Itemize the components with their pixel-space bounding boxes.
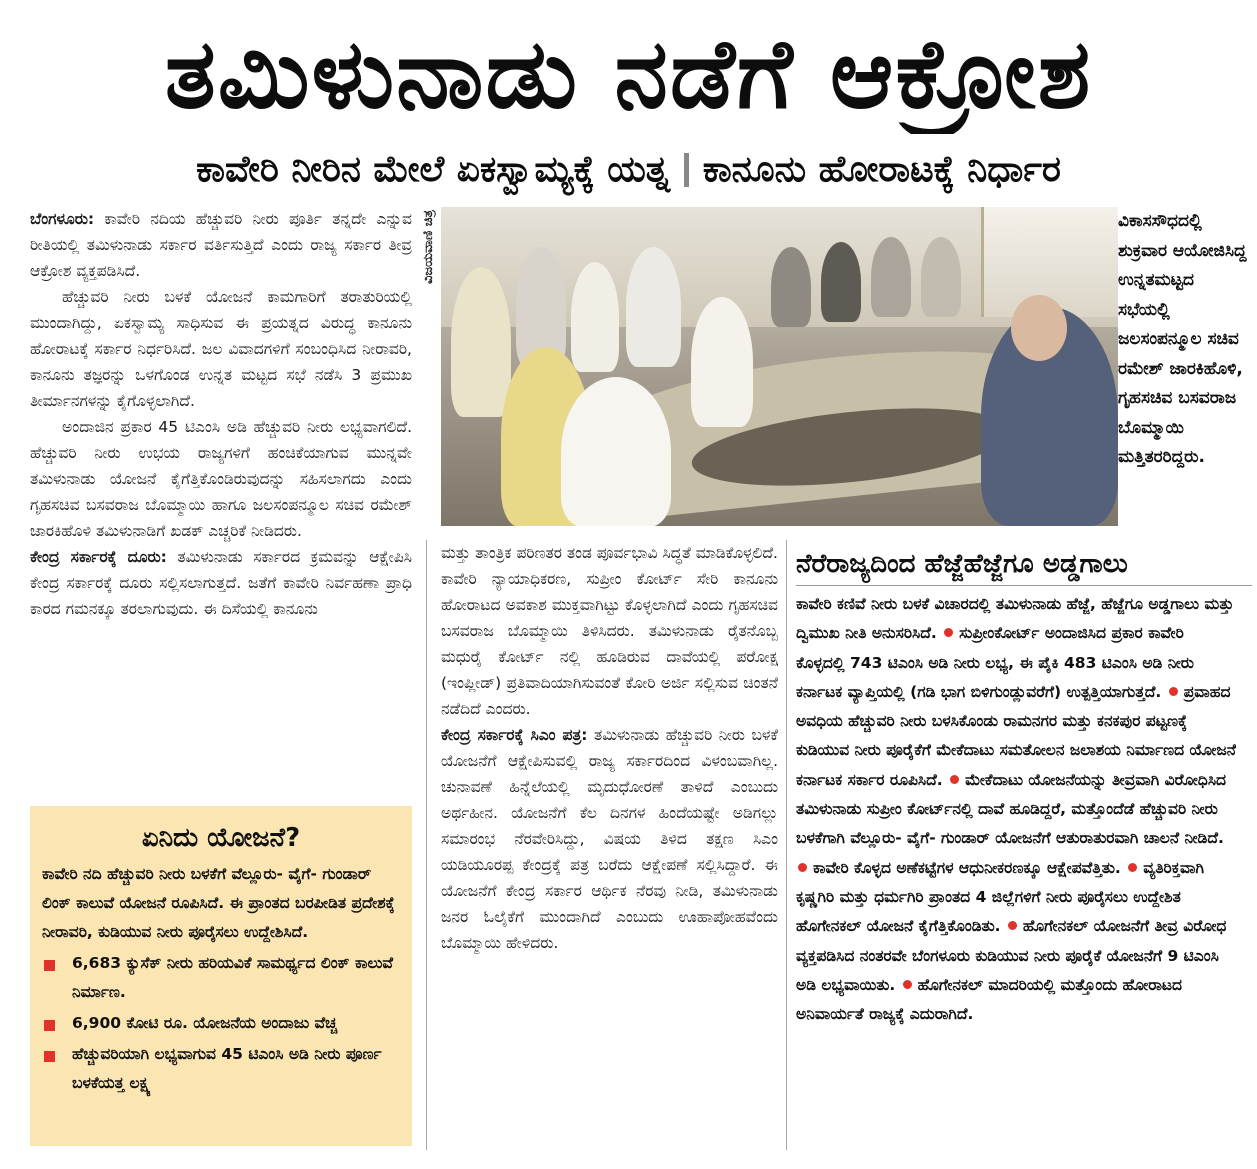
subheadline-right: ಕಾನೂನು ಹೋರಾಟಕ್ಕೆ ನಿರ್ಧಾರ bbox=[702, 149, 1061, 190]
photo-person bbox=[921, 237, 961, 317]
infobox-list bbox=[30, 949, 412, 1098]
bullet-dot-icon bbox=[1008, 921, 1017, 930]
subhead-cm-letter: ಕೇಂದ್ರ ಸರ್ಕಾರಕ್ಕೆ ಸಿಎಂ ಪತ್ರ: bbox=[441, 726, 588, 744]
photo-person bbox=[561, 377, 671, 526]
infobox-item bbox=[42, 949, 402, 1007]
paragraph-1 bbox=[30, 206, 412, 284]
bullet-square-icon bbox=[44, 960, 55, 971]
photo-person bbox=[691, 297, 753, 427]
paragraph-1-text: ಕಾವೇರಿ ನದಿಯ ಹೆಚ್ಚುವರಿ ನೀರು ಪೂರ್ತಿ ತನ್ನದೇ ಎನ್ನುವ ರೀತಿಯಲ್ಲಿ ತಮಿಳುನಾಡು ಸರ್ಕಾರ ವರ್ತಿಸುತ್ತಿದೆ ಎಂದು ರಾಜ್ಯ ಸರ್ಕಾರ ತೀವ್ರ ಆಕ್ರೋಶ ವ್ಯಕ್ತಪಡಿಸಿದೆ. bbox=[30, 210, 412, 280]
sidebar-point: ಪ್ರವಾಹದ ಅವಧಿಯ ಹೆಚ್ಚುವರಿ ನೀರು ಬಳಸಿಕೊಂಡು ರಾಮನಗರ ಮತ್ತು ಕನಕಪುರ ಪಟ್ಟಣಕ್ಕೆ ಕುಡಿಯುವ ನೀರು ಪೂರೈಕೆಗೆ ಮೇಕೆದಾಟು ಸಮತೋಲನ ಜಲಾಶಯ ನಿರ್ಮಾಣದ ಯೋಜನೆ ಕರ್ನಾಟಕ ಸರ್ಕಾರ ರೂಪಿಸಿದೆ. bbox=[796, 682, 1236, 789]
paragraph-4 bbox=[30, 544, 412, 622]
sidebar-body bbox=[796, 590, 1236, 1150]
paragraph-6 bbox=[441, 722, 778, 956]
dateline: ಬೆಂಗಳೂರು: bbox=[30, 210, 95, 228]
photo-person bbox=[451, 267, 511, 417]
sidebar-point: ಕಾವೇರಿ ಕೊಳ್ಳದ ಅಣೆಕಟ್ಟೆಗಳ ಆಧುನೀಕರಣಕ್ಕೂ ಆಕ್ಷೇಪವೆತ್ತಿತು. bbox=[813, 858, 1121, 877]
infobox-title: ಏನಿದು ಯೋಜನೆ? bbox=[141, 823, 301, 853]
subheadline-separator bbox=[684, 153, 689, 187]
sidebar-intro: ಕಾವೇರಿ ಕಣಿವೆ ನೀರು ಬಳಕೆ ವಿಚಾರದಲ್ಲಿ ತಮಿಳುನಾಡು ಹೆಜ್ಜೆ, ಹೆಜ್ಜೆಗೂ ಅಡ್ಡಗಾಲು ಮತ್ತು ದ್ವಿಮುಖ ನೀತಿ ಅನುಸರಿಸಿದೆ. bbox=[796, 595, 1234, 643]
bullet-square-icon bbox=[44, 1051, 55, 1062]
subheadline-left: ಕಾವೇರಿ ನೀರಿನ ಮೇಲೆ ಏಕಸ್ವಾಮ್ಯಕ್ಕೆ ಯತ್ನ bbox=[196, 149, 670, 190]
photo-person bbox=[626, 247, 681, 367]
sidebar-point: ವ್ಯತಿರಿಕ್ತವಾಗಿ ಕೃಷ್ಣಗಿರಿ ಮತ್ತು ಧರ್ಮಗಿರಿ ಪ್ರಾಂತದ 4 ಜಿಲ್ಲೆಗಳಿಗೆ ನೀರು ಪೂರೈಸಲು ಉದ್ದೇಶಿತ ಹೊಗೇನಕಲ್ ಯೋಜನೆ ಕೈಗೆತ್ತಿಕೊಂಡಿತು. bbox=[796, 858, 1204, 936]
bullet-dot-icon bbox=[1169, 687, 1178, 696]
photo-credit: ವಿಜಯವಾಣಿ ಚಿತ್ರ bbox=[421, 210, 436, 284]
paragraph-4-text: ತಮಿಳುನಾಡು ಸರ್ಕಾರದ ಕ್ರಮವನ್ನು ಆಕ್ಷೇಪಿಸಿ ಕೇಂದ್ರ ಸರ್ಕಾರಕ್ಕೆ ದೂರು ಸಲ್ಲಿಸಲಾಗುತ್ತದೆ. ಜತೆಗೆ ಕಾವೇರಿ ನಿರ್ವಹಣಾ ಪ್ರಾಧಿ ಕಾರದ ಗಮನಕ್ಕೂ ತರಲಾಗುವುದು. ಈ ದಿಸೆಯಲ್ಲಿ ಕಾನೂನು bbox=[30, 548, 412, 618]
infobox-item bbox=[42, 1009, 402, 1038]
bullet-dot-icon bbox=[903, 980, 912, 989]
column-divider bbox=[786, 540, 787, 1150]
sidebar-point: ಹೊಗೇನಕಲ್ ಮಾದರಿಯಲ್ಲಿ ಮತ್ತೊಂದು ಹೋರಾಟದ ಅನಿವಾರ್ಯತೆ ರಾಜ್ಯಕ್ಕೆ ಎದುರಾಗಿದೆ. bbox=[796, 975, 1183, 1024]
sidebar-point: ಮೇಕೆದಾಟು ಯೋಜನೆಯನ್ನು ತೀವ್ರವಾಗಿ ವಿರೋಧಿಸಿದ ತಮಿಳುನಾಡು ಸುಪ್ರೀಂ ಕೋರ್ಟ್‌ನಲ್ಲಿ ದಾವೆ ಹೂಡಿದ್ದರೆ, ಮತ್ತೊಂದೆಡೆ ಹೆಚ್ಚುವರಿ ನೀರು ಬಳಕೆಗಾಗಿ ವೆಲ್ಲೂರು- ವೈಗೆ- ಗುಂಡಾರ್ ಯೋಜನೆಗೆ ಆತುರಾತುರವಾಗಿ ಚಾಲನೆ ನೀಡಿದೆ. bbox=[796, 770, 1227, 848]
article-column-1 bbox=[30, 206, 412, 802]
photo-caption: ವಿಕಾಸಸೌಧದಲ್ಲಿ ಶುಕ್ರವಾರ ಆಯೋಜಿಸಿದ್ದ ಉನ್ನತಮಟ್ಟದ ಸಭೆಯಲ್ಲಿ ಜಲಸಂಪನ್ಮೂಲ ಸಚಿವ ರಮೇಶ್ ಜಾರಕಿಹೊಳಿ, ಗೃಹಸಚಿವ ಬಸವರಾಜ ಬೊಮ್ಮಾಯಿ ಮತ್ತಿತರರಿದ್ದರು. bbox=[1118, 211, 1247, 467]
article-column-2 bbox=[441, 540, 778, 1152]
infobox-item-text: ಹೆಚ್ಚುವರಿಯಾಗಿ ಲಭ್ಯವಾಗುವ 45 ಟಿಎಂಸಿ ಅಡಿ ನೀರು ಪೂರ್ಣ ಬಳಕೆಯತ್ತ ಲಕ್ಷ್ಯ bbox=[72, 1045, 382, 1092]
photo-person bbox=[771, 247, 811, 327]
paragraph-6-text: ತಮಿಳುನಾಡು ಹೆಚ್ಚುವರಿ ನೀರು ಬಳಕೆ ಯೋಜನೆಗೆ ಆಕ್ಷೇಪಿಸುವಲ್ಲಿ ರಾಜ್ಯ ಸರ್ಕಾರದಿಂದ ವಿಳಂಬವಾಗಿಲ್ಲ. ಚುನಾವಣೆ ಹಿನ್ನೆಲೆಯಲ್ಲಿ ಮೃದುಧೋರಣೆ ತಾಳಿದೆ ಎಂಬುದು ಅರ್ಥಹೀನ. ಯೋಜನೆಗೆ ಕೆಲ ದಿನಗಳ ಹಿಂದೆಯಷ್ಟೇ ಅಡಿಗಲ್ಲು ಸಮಾರಂಭ ನೆರವೇರಿಸಿದ್ದು, ವಿಷಯ ತಿಳಿದ ತಕ್ಷಣ ಸಿಎಂ ಯಡಿಯೂರಪ್ಪ ಕೇಂದ್ರಕ್ಕೆ ಪತ್ರ ಬರೆದು ಆಕ್ಷೇಪಣೆ ಸಲ್ಲಿಸಿದ್ದಾರೆ. ಈ ಯೋಜನೆಗೆ ಕೇಂದ್ರ ಸರ್ಕಾರ ಆರ್ಥಿಕ ನೆರವು ನೀಡಿ, ತಮಿಳುನಾಡು ಜನರ ಓಲೈಕೆಗೆ ಮುಂದಾಗಿದೆ ಎಂಬುದು ಊಹಾಪೋಹವೆಂದು ಬೊಮ್ಮಾಯಿ ಹೇಳಿದರು. bbox=[441, 726, 778, 952]
photo-person bbox=[871, 237, 911, 317]
photo-person bbox=[1011, 295, 1067, 361]
infobox-item-text: 6,900 ಕೋಟಿ ರೂ. ಯೋಜನೆಯ ಅಂದಾಜು ವೆಚ್ಚ bbox=[72, 1014, 338, 1032]
sidebar-point: ಸುಪ್ರೀಂಕೋರ್ಟ್ ಅಂದಾಜಿಸಿದ ಪ್ರಕಾರ ಕಾವೇರಿ ಕೊಳ್ಳದಲ್ಲಿ 743 ಟಿಎಂಸಿ ಅಡಿ ನೀರು ಲಭ್ಯ, ಈ ಪೈಕಿ 483 ಟಿಎಂಸಿ ಅಡಿ ನೀರು ಕರ್ನಾಟಕ ವ್ಯಾಪ್ತಿಯಲ್ಲಿ (ಗಡಿ ಭಾಗ ಬಿಳಿಗುಂಡ್ಲುವರೆಗೆ) ಉತ್ಪತ್ತಿಯಾಗುತ್ತದೆ. bbox=[796, 624, 1194, 701]
column-divider bbox=[426, 540, 427, 1150]
bullet-dot-icon bbox=[798, 863, 807, 872]
infobox-item bbox=[42, 1040, 402, 1098]
paragraph-5: ಮತ್ತು ತಾಂತ್ರಿಕ ಪರಿಣತರ ತಂಡ ಪೂರ್ವಭಾವಿ ಸಿದ್ಧತೆ ಮಾಡಿಕೊಳ್ಳಲಿದೆ. ಕಾವೇರಿ ನ್ಯಾಯಾಧಿಕರಣ, ಸುಪ್ರೀಂ ಕೋರ್ಟ್ ಸೇರಿ ಕಾನೂನು ಹೋರಾಟದ ಅವಕಾಶ ಮುಕ್ತವಾಗಿಟ್ಟು ಕೊಳ್ಳಲಾಗಿದೆ ಎಂದು ಗೃಹಸಚಿವ ಬಸವರಾಜ ಬೊಮ್ಮಾಯಿ ತಿಳಿಸಿದರು. ತಮಿಳುನಾಡು ರೈತನೊಬ್ಬ ಮಧುರೈ ಕೋರ್ಟ್ ನಲ್ಲಿ ಹೂಡಿರುವ ದಾವೆಯಲ್ಲಿ ಪರೋಕ್ಷ (ಇಂಪ್ಲೀಡ್) ಪ್ರತಿವಾದಿಯಾಗಿಸುವಂತೆ ಕೋರಿ ಅರ್ಜಿ ಸಲ್ಲಿಸುವ ಚಿಂತನೆ ನಡೆದಿದೆ ಎಂದರು. bbox=[441, 544, 778, 718]
subheadline bbox=[0, 142, 1257, 198]
paragraph-2: ಹೆಚ್ಚುವರಿ ನೀರು ಬಳಕೆ ಯೋಜನೆ ಕಾಮಗಾರಿಗೆ ತರಾತುರಿಯಲ್ಲಿ ಮುಂದಾಗಿದ್ದು, ಏಕಸ್ವಾಮ್ಯ ಸಾಧಿಸುವ ಈ ಪ್ರಯತ್ನದ ವಿರುದ್ಧ ಕಾನೂನು ಹೋರಾಟಕ್ಕೆ ಸರ್ಕಾರ ನಿರ್ಧರಿಸಿದೆ. ಜಲ ವಿವಾದಗಳಿಗೆ ಸಂಬಂಧಿಸಿದ ನೀರಾವರಿ, ಕಾನೂನು ತಜ್ಞರನ್ನು ಒಳಗೊಂಡ ಉನ್ನತ ಮಟ್ಟದ ಸಭೆ ನಡೆಸಿ 3 ಪ್ರಮುಖ ತೀರ್ಮಾನಗಳನ್ನು ಕೈಗೊಳ್ಳಲಾಗಿದೆ. bbox=[30, 288, 412, 410]
infobox-item-text: 6,683 ಕ್ಯುಸೆಕ್ ನೀರು ಹರಿಯವಿಕೆ ಸಾಮರ್ಥ್ಯದ ಲಿಂಕ್ ಕಾಲುವೆ ನಿರ್ಮಾಣ. bbox=[72, 954, 393, 1001]
bullet-dot-icon bbox=[944, 628, 953, 637]
headline: ತಮಿಳುನಾಡು ನಡೆಗೆ ಆಕ್ರೋಶ bbox=[164, 18, 1093, 130]
paragraph-3: ಅಂದಾಜಿನ ಪ್ರಕಾರ 45 ಟಿಎಂಸಿ ಅಡಿ ಹೆಚ್ಚುವರಿ ನೀರು ಲಭ್ಯವಾಗಲಿದೆ. ಹೆಚ್ಚುವರಿ ನೀರು ಉಭಯ ರಾಜ್ಯಗಳಿಗೆ ಹಂಚಿಕೆಯಾಗುವ ಮುನ್ನವೇ ತಮಿಳುನಾಡು ಯೋಜನೆ ಕೈಗೆತ್ತಿಕೊಂಡಿರುವುದನ್ನು ಸಹಿಸಲಾಗದು ಎಂದು ಗೃಹಸಚಿವ ಬಸವರಾಜ ಬೊಮ್ಮಾಯಿ ಹಾಗೂ ಜಲಸಂಪನ್ಮೂಲ ಸಚಿವ ರಮೇಶ್ ಜಾರಕಿಹೊಳಿ ತಮಿಳುನಾಡಿಗೆ ಖಡಕ್ ಎಚ್ಚರಿಕೆ ನೀಡಿದರು. bbox=[30, 418, 412, 540]
infobox bbox=[30, 806, 412, 1146]
bullet-square-icon bbox=[44, 1020, 55, 1031]
bullet-dot-icon bbox=[1128, 863, 1137, 872]
subhead-central-complaint: ಕೇಂದ್ರ ಸರ್ಕಾರಕ್ಕೆ ದೂರು: bbox=[30, 548, 167, 566]
photo-person bbox=[571, 262, 619, 372]
meeting-photo bbox=[441, 207, 1118, 526]
photo-person bbox=[821, 242, 861, 322]
sidebar-point: ಹೊಗೇನಕಲ್ ಯೋಜನೆಗೆ ತೀವ್ರ ವಿರೋಧ ವ್ಯಕ್ತಪಡಿಸಿದ ನಂತರವೇ ಬೆಂಗಳೂರು ಕುಡಿಯುವ ನೀರು ಪೂರೈಕೆ ಯೋಜನೆಗೆ 9 ಟಿಎಂಸಿ ಅಡಿ ಲಭ್ಯವಾಯಿತು. bbox=[796, 917, 1227, 994]
bullet-dot-icon bbox=[950, 775, 959, 784]
infobox-lead: ಕಾವೇರಿ ನದಿ ಹೆಚ್ಚುವರಿ ನೀರು ಬಳಕೆಗೆ ವೆಲ್ಲೂರು- ವೈಗೆ- ಗುಂಡಾರ್ ಲಿಂಕ್ ಕಾಲುವೆ ಯೋಜನೆ ರೂಪಿಸಿದೆ. ಈ ಪ್ರಾಂತದ ಬರಪೀಡಿತ ಪ್ರದೇಶಕ್ಕೆ ನೀರಾವರಿ, ಕುಡಿಯುವ ನೀರು ಪೂರೈಸಲು ಉದ್ದೇಶಿಸಿದೆ. bbox=[42, 865, 395, 941]
sidebar-title: ನೆರೆರಾಜ್ಯದಿಂದ ಹೆಜ್ಜೆಹೆಜ್ಜೆಗೂ ಅಡ್ಡಗಾಲು bbox=[796, 542, 1252, 586]
